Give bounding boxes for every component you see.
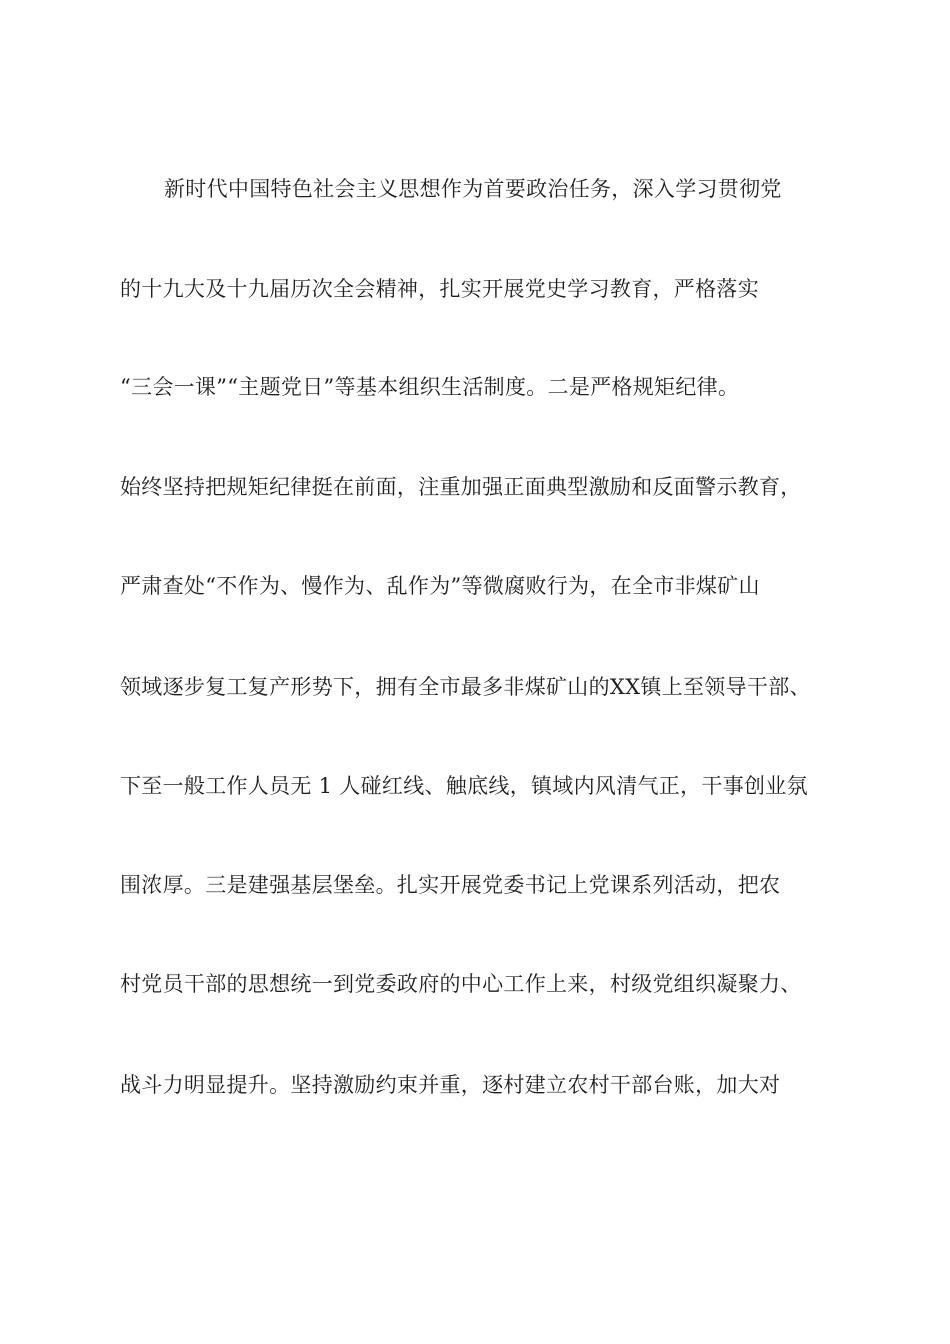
- paragraph-line-1: 新时代中国特色社会主义思想作为首要政治任务，深入学习贯彻党: [164, 177, 782, 201]
- paragraph-line-9: 村党员干部的思想统一到党委政府的中心工作上来，村级党组织凝聚力、: [120, 972, 802, 996]
- paragraph-line-5: 严肃查处“不作为、慢作为、乱作为”等微腐败行为，在全市非煤矿山: [120, 574, 760, 598]
- paragraph-line-7: 下至一般工作人员无 1 人碰红线、触底线，镇域内风清气正，干事创业氛: [120, 774, 808, 798]
- paragraph-line-3: “三会一课”“主题党日”等基本组织生活制度。二是严格规矩纪律。: [120, 375, 740, 399]
- paragraph-line-6: 领域逐步复工复产形势下，拥有全市最多非煤矿山的XX镇上至领导干部、: [120, 675, 811, 699]
- paragraph-line-4: 始终坚持把规矩纪律挺在前面，注重加强正面典型激励和反面警示教育，: [120, 475, 802, 499]
- paragraph-line-2: 的十九大及十九届历次全会精神，扎实开展党史学习教育，严格落实: [120, 277, 759, 301]
- paragraph-line-8: 围浓厚。三是建强基层堡垒。扎实开展党委书记上党课系列活动，把农: [120, 873, 781, 897]
- paragraph-line-10: 战斗力明显提升。坚持激励约束并重，逐村建立农村干部台账，加大对: [120, 1073, 781, 1097]
